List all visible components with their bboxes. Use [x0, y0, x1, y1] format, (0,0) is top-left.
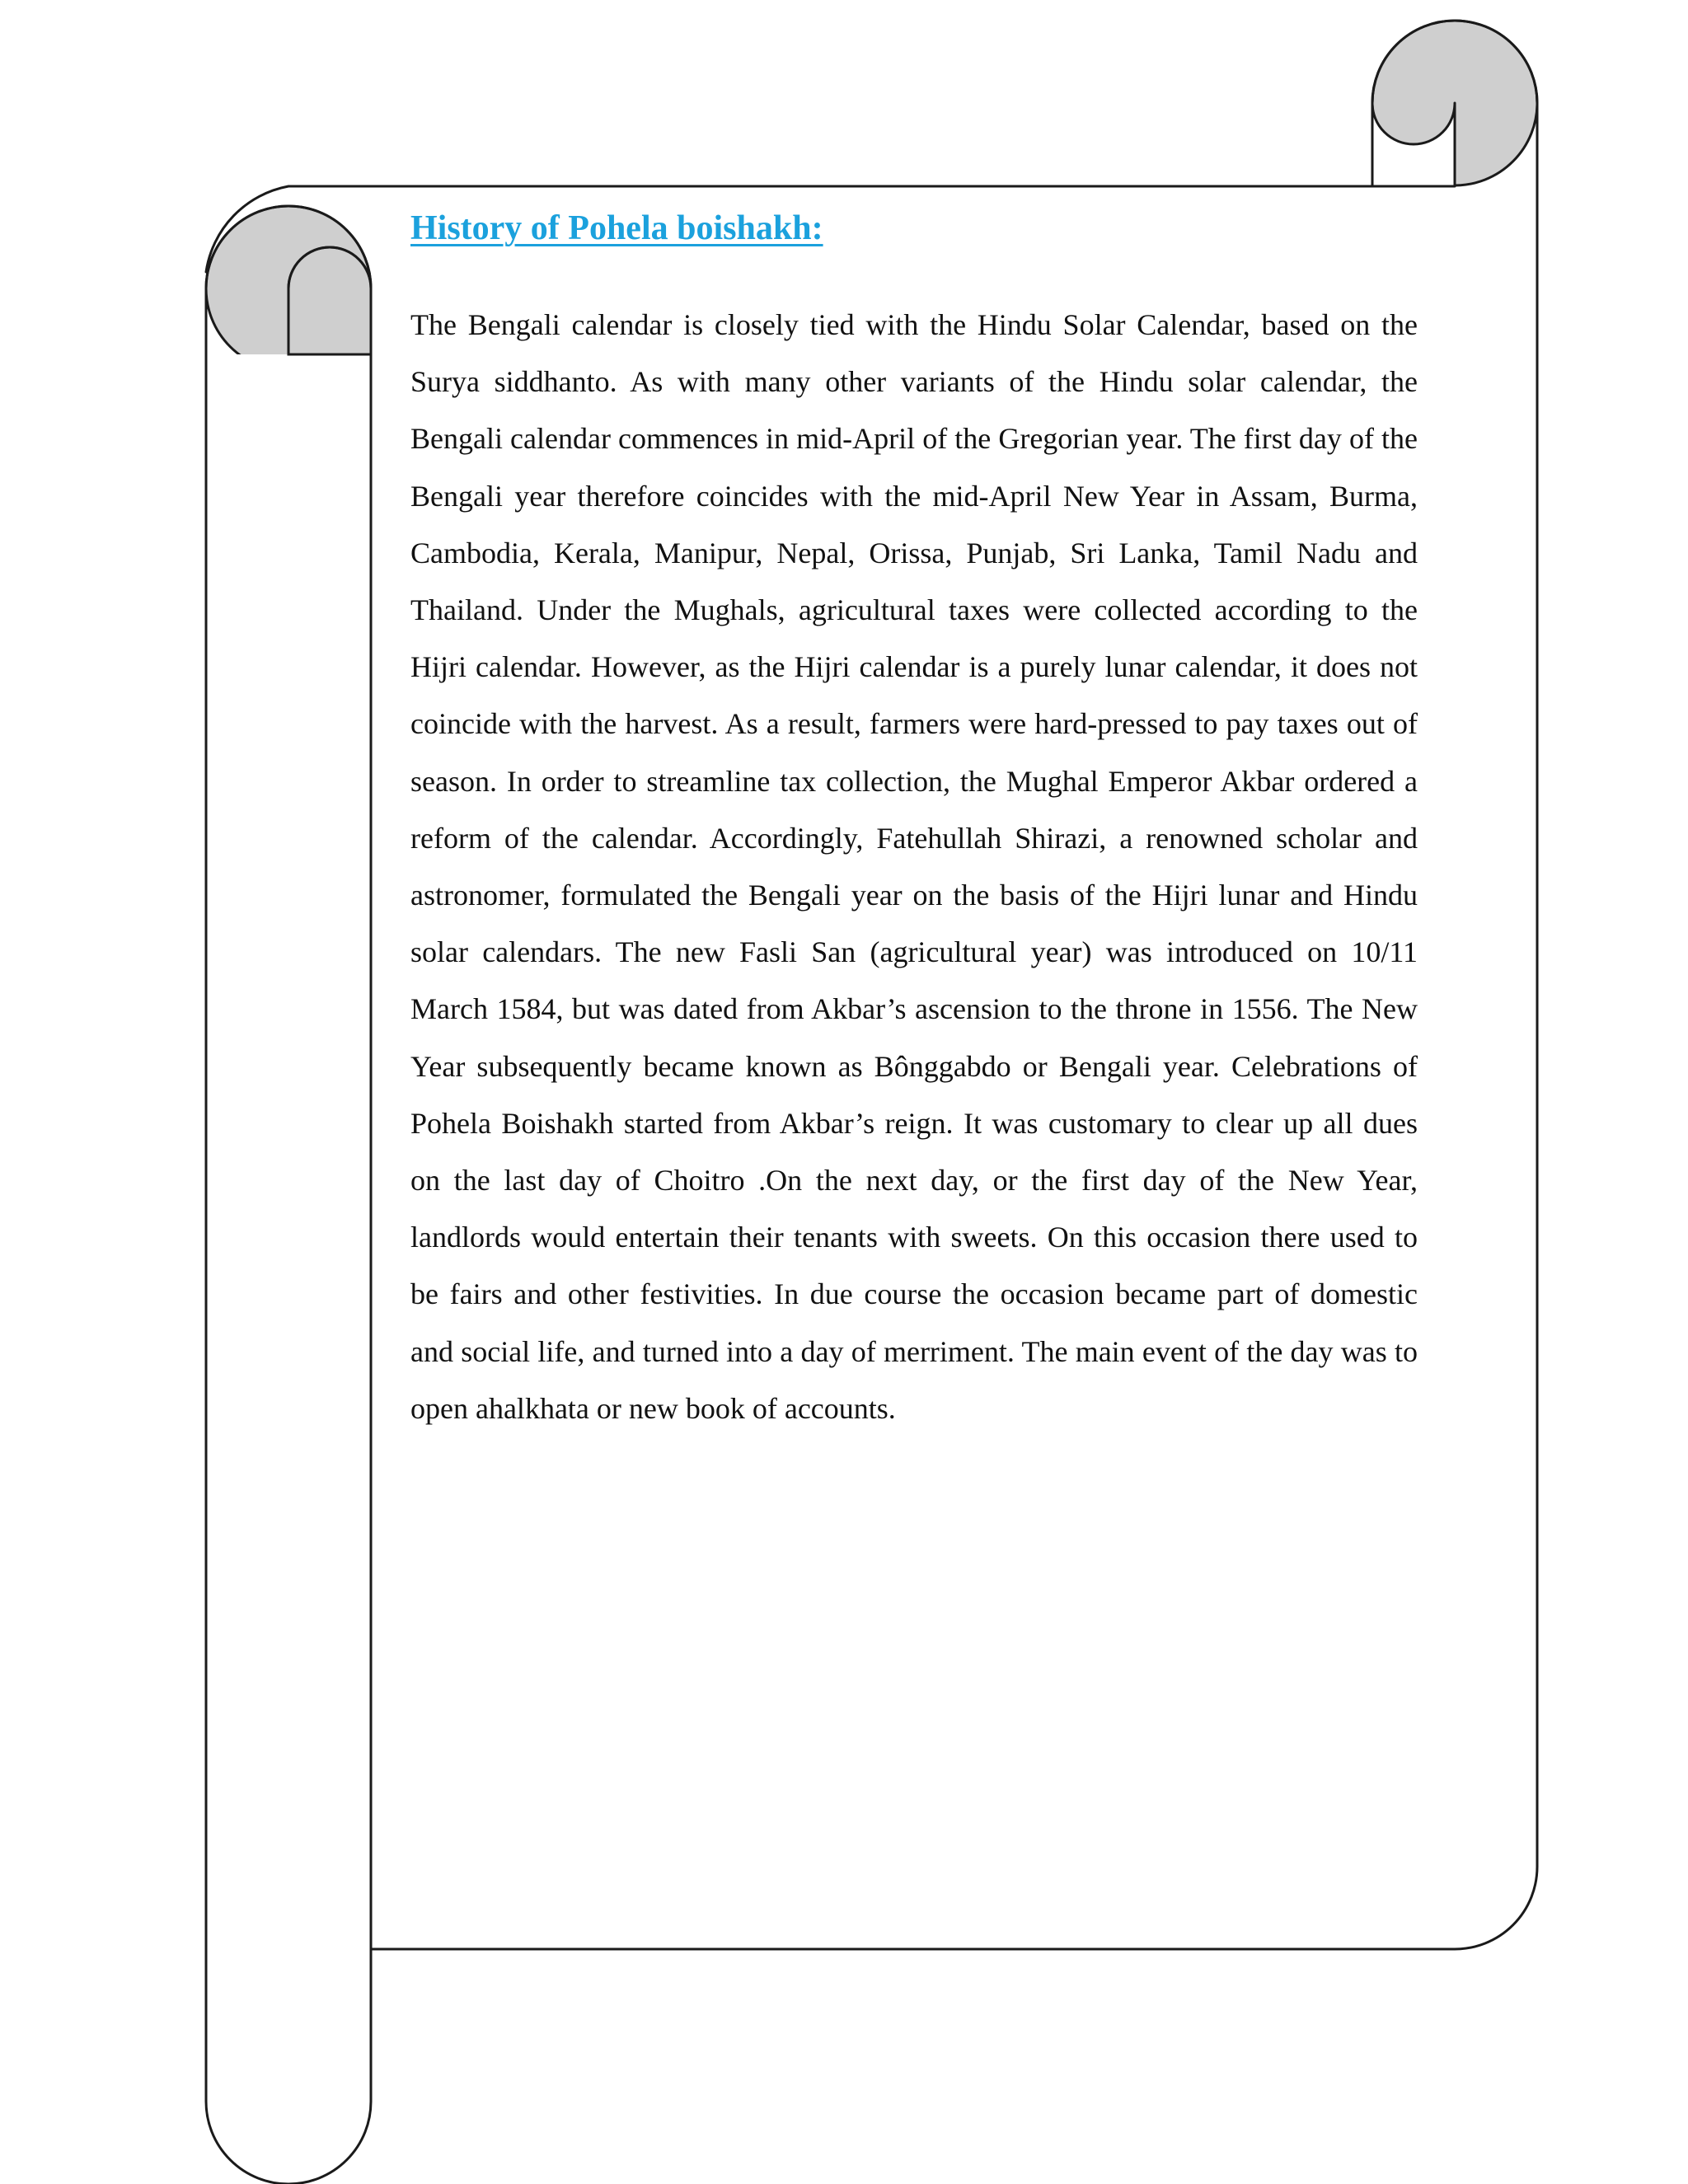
top-left-tube	[206, 288, 371, 2102]
document-title: History of Pohela boishakh:	[410, 209, 823, 247]
top-left-curl-inner	[288, 247, 371, 354]
document-content	[410, 204, 1418, 1437]
document-body: The Bengali calendar is closely tied with the Hindu Solar Calendar, based on the Surya siddhanto. As with many other variants of the Hindu solar calendar, the Bengali calendar commences in mid-April of the Gregorian year. The first day of the Bengali year therefore coincides with the mid-April New Year in Assam, Burma, Cambodia, Kerala, Manipur, Nepal, Orissa, Punjab, Sri Lanka, Tamil Nadu and Thailand. Under the Mughals, agricultural taxes were collected according to the Hijri calendar. However, as the Hijri calendar is a purely lunar calendar, it does not coincide with the harvest. As a result, farmers were hard-pressed to pay taxes out of season. In order to streamline tax collection, the Mughal Emperor Akbar ordered a reform of the calendar. Accordingly, Fatehullah Shirazi, a renowned scholar and astronomer, formulated the Bengali year on the basis of the Hijri lunar and Hindu solar calendars. The new Fasli San (agricultural year) was introduced on 10/11 March 1584, but was dated from Akbar’s ascension to the throne in 1556. The New Year subsequently became known as Bônggabdo or Bengali year. Celebrations of Pohela Boishakh started from Akbar’s reign. It was customary to clear up all dues on the last day of Choitro .On the next day, or the first day of the New Year, landlords would entertain their tenants with sweets. On this occasion there used to be fairs and other festivities. In due course the occasion became part of domestic and social life, and turned into a day of merriment. The main event of the day was to open ahalkhata or new book of accounts.	[410, 308, 1418, 1425]
